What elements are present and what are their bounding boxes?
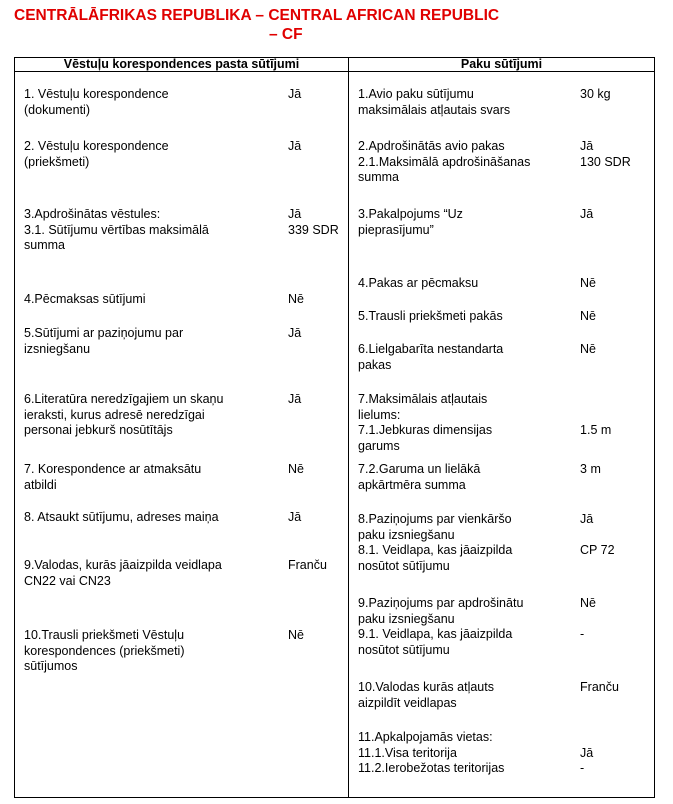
table-body-row — [15, 72, 655, 798]
left-item-label: 2. Vēstuļu korespondence (priekšmeti) — [24, 139, 169, 169]
right-item-value: Nē — [580, 342, 596, 356]
right-item-label: 7.Maksimālais atļautais lielums: 7.1.Jebkuras dimensijas garums — [358, 392, 493, 453]
left-item-label: 7. Korespondence ar atmaksātu atbildi — [24, 462, 202, 492]
left-item-value: Jā — [288, 392, 302, 406]
right-item-label: 11.Apkalpojamās vietas: 11.1.Visa teritorija 11.2.Ierobežotas teritorijas — [358, 730, 505, 776]
left-item-label: 3.Apdrošinātas vēstules: 3.1. Sūtījumu vērtības maksimālā summa — [24, 207, 209, 253]
parcel-section — [349, 72, 655, 798]
letter-post-section — [15, 72, 349, 798]
left-item-value: Jā 339 SDR — [288, 207, 339, 237]
right-item-label: 6.Lielgabarīta nestandarta pakas — [358, 342, 504, 372]
right-item-value: 30 kg — [580, 87, 611, 101]
right-item-label: 7.2.Garuma un lielākā apkārtmēra summa — [358, 462, 481, 492]
right-item-label: 8.Paziņojums par vienkāršo paku izsniegšanu 8.1. Veidlapa, kas jāaizpilda nosūtot sūtījumu — [358, 512, 513, 573]
right-item-value: Jā 130 SDR — [580, 139, 631, 169]
left-column-header: Vēstuļu korespondences pasta sūtījumi — [15, 58, 349, 72]
table-header-row — [15, 58, 655, 72]
right-item-label: 2.Apdrošinātās avio pakas 2.1.Maksimālā apdrošināšanas summa — [358, 139, 531, 185]
title-line-1: CENTRĀLĀFRIKAS REPUBLIKA – CENTRAL AFRICAN REPUBLIC — [14, 7, 500, 24]
left-item-value: Jā — [288, 87, 302, 101]
right-column-header: Paku sūtījumi — [349, 58, 655, 72]
right-item-value: Jā CP 72 — [580, 512, 615, 558]
left-item-value: Nē — [288, 462, 304, 476]
left-item-label: 10.Trausli priekšmeti Vēstuļu korespondences (priekšmeti) sūtījumos — [24, 628, 185, 674]
right-item-value: Franču — [580, 680, 619, 694]
right-item-value: Nē — [580, 309, 596, 323]
right-item-label: 4.Pakas ar pēcmaksu — [358, 276, 479, 290]
right-item-value: 3 m — [580, 462, 601, 476]
left-item-value: Jā — [288, 510, 302, 524]
right-item-value: Jā — [580, 207, 594, 221]
right-item-value: Nē - — [580, 596, 596, 642]
right-item-value: 1.5 m — [580, 423, 612, 438]
parcel-list — [349, 72, 654, 797]
left-item-label: 9.Valodas, kurās jāaizpilda veidlapa CN22 vai CN23 — [24, 558, 222, 588]
right-item-label: 9.Paziņojums par apdrošinātu paku izsniegšanu 9.1. Veidlapa, kas jāaizpilda nosūtot sūtījumu — [358, 596, 524, 657]
right-item-label: 5.Trausli priekšmeti pakās — [358, 309, 503, 323]
letter-post-list — [15, 72, 348, 797]
right-item-label: 3.Pakalpojums “Uz pieprasījumu” — [358, 207, 463, 237]
left-item-value: Franču — [288, 558, 327, 572]
right-item-label: 10.Valodas kurās atļauts aizpildīt veidlapas — [358, 680, 494, 710]
left-item-label: 6.Literatūra neredzīgajiem un skaņu ieraksti, kurus adresē neredzīgai personai jebkurš nosūtītājs — [24, 392, 224, 438]
title-line-2: – CF — [269, 26, 303, 43]
country-services-table — [14, 57, 655, 798]
left-item-value: Jā — [288, 139, 302, 153]
page-title — [14, 6, 654, 44]
left-item-label: 8. Atsaukt sūtījumu, adreses maiņa — [24, 510, 219, 524]
right-item-label: 1.Avio paku sūtījumu maksimālais atļautais svars — [358, 87, 511, 117]
left-item-label: 5.Sūtījumi ar paziņojumu par izsniegšanu — [24, 326, 184, 356]
left-item-value: Jā — [288, 326, 302, 340]
right-item-value: Nē — [580, 276, 596, 290]
right-item-value: Jā - — [580, 745, 594, 776]
left-item-value: Nē — [288, 628, 304, 642]
left-item-value: Nē — [288, 292, 304, 306]
left-item-label: 1. Vēstuļu korespondence (dokumenti) — [24, 87, 169, 117]
left-item-label: 4.Pēcmaksas sūtījumi — [24, 292, 146, 306]
